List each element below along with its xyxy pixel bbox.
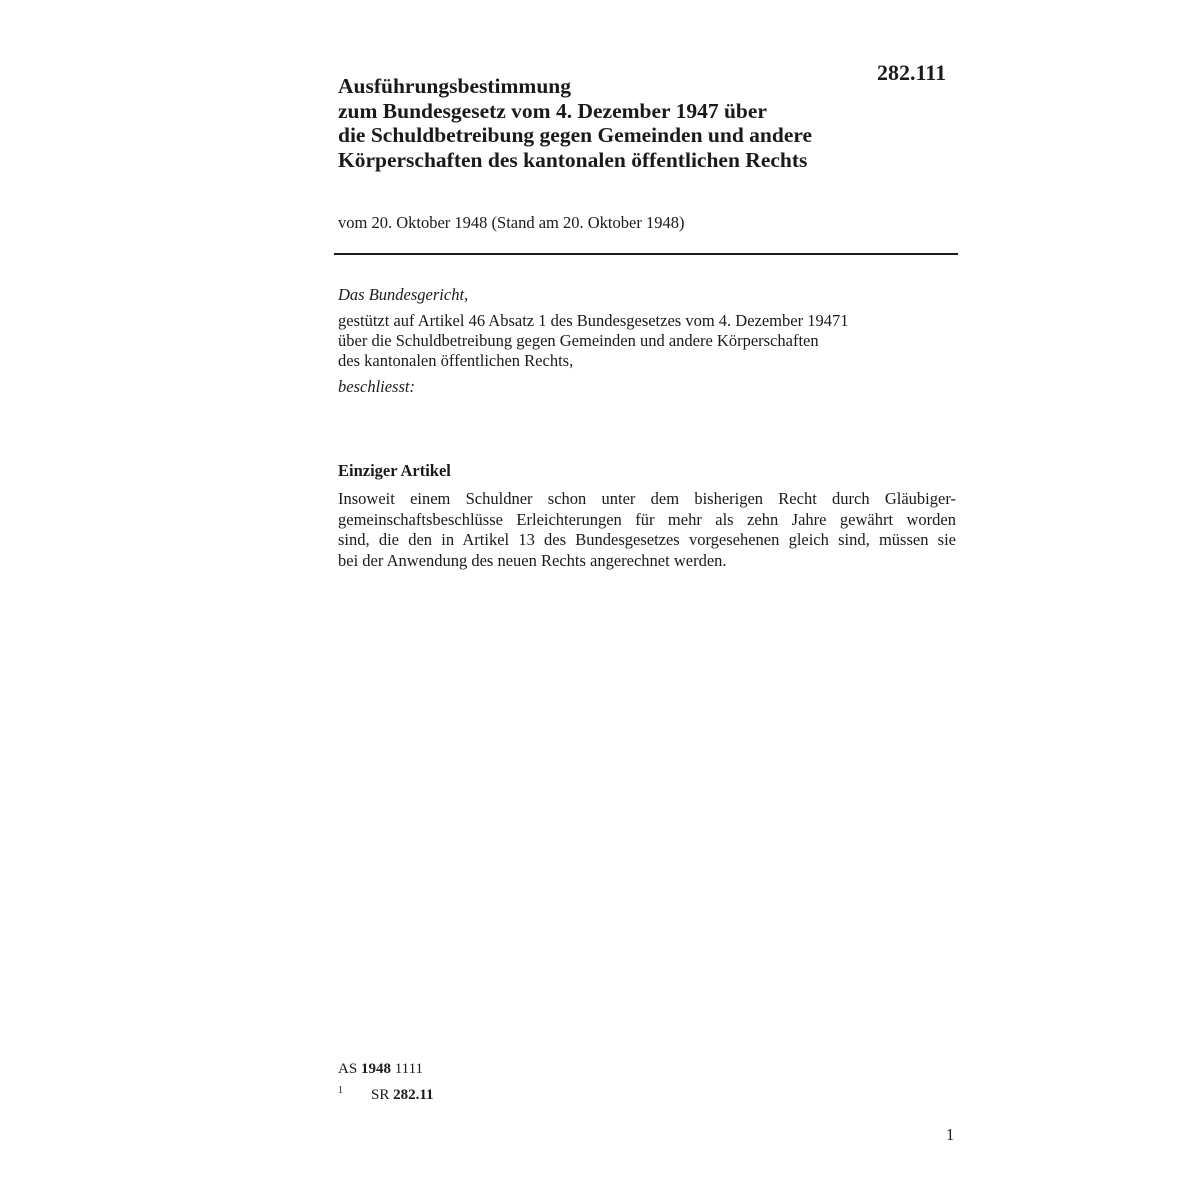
footnote [338, 1080, 434, 1106]
issuer: Das Bundesgericht, [338, 285, 469, 304]
title-line: zum Bundesgesetz vom 4. Dezember 1947 über [338, 98, 767, 123]
title-line: die Schuldbetreibung gegen Gemeinden und andere [338, 123, 813, 147]
footnote-sr-number: 282.11 [393, 1087, 434, 1103]
title-line: Ausführungsbestimmung [338, 74, 571, 98]
sr-prefix: SR [371, 1087, 390, 1103]
document-title [338, 74, 938, 172]
horizontal-rule [334, 253, 958, 255]
preamble-line: über die Schuldbetreibung gegen Gemeinden und andere Körperschaften [338, 331, 819, 350]
decision: beschliesst: [338, 377, 415, 396]
as-prefix: AS [338, 1061, 358, 1077]
as-year: 1948 [360, 1061, 391, 1077]
article-line: sind, die den in Artikel 13 des Bundesgesetzes vorgesehenen gleich sind, müssen sie [338, 530, 956, 549]
page-number: 1 [946, 1125, 955, 1144]
preamble [338, 311, 848, 371]
preamble-line: des kantonalen öffentlichen Rechts, [338, 351, 574, 370]
footer [338, 1059, 434, 1106]
article-heading: Einziger Artikel [338, 461, 451, 480]
date-line: vom 20. Oktober 1948 (Stand am 20. Oktober 1948) [338, 213, 685, 232]
footnote-mark: 1 [338, 1085, 343, 1096]
as-page: 1111 [394, 1061, 424, 1077]
article-line: bei der Anwendung des neuen Rechts angerechnet werden. [338, 550, 727, 570]
sr-number: 282.111 [877, 60, 947, 85]
article-text [338, 489, 956, 571]
article-line: Insoweit einem Schuldner schon unter dem bisherigen Recht durch Gläubiger- [338, 489, 956, 508]
preamble-line: gestützt auf Artikel 46 Absatz 1 des Bundesgesetzes vom 4. Dezember 19471 [338, 311, 849, 330]
as-reference [338, 1059, 434, 1080]
article-line: gemeinschaftsbeschlüsse Erleichterungen für mehr als zehn Jahre gewährt worden [338, 509, 956, 529]
title-line: Körperschaften des kantonalen öffentlichen Rechts [338, 147, 808, 172]
